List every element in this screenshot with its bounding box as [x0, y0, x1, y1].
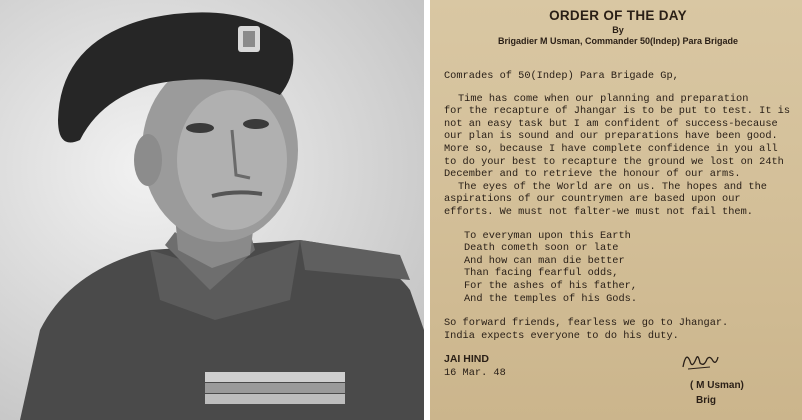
body-line: More so, because I have complete confidence in you all	[444, 142, 778, 155]
closing-line: So forward friends, fearless we go to Jhangar.	[444, 317, 729, 330]
body-line: efforts. We must not falter-we must not fail them.	[444, 205, 753, 218]
poem-line: Death cometh soon or late	[464, 242, 619, 255]
poem-line: To everyman upon this Earth	[464, 229, 631, 242]
signature-block	[444, 353, 792, 413]
order-document	[430, 0, 802, 420]
doc-by-line: By	[612, 25, 624, 35]
poem-line: For the ashes of his father,	[464, 279, 638, 292]
doc-author: Brigadier M Usman, Commander 50(Indep) Para Brigade	[497, 36, 739, 46]
order-date: 16 Mar. 48	[444, 367, 506, 380]
poem-line: And how can man die better	[464, 254, 625, 267]
body-line: not an easy task but I am confident of success-because	[444, 117, 778, 130]
poem	[444, 230, 792, 306]
closing	[444, 317, 792, 342]
body-line: for the recapture of Jhangar is to be put to test. It is	[444, 105, 791, 118]
body-line: The eyes of the World are on us. The hopes and the	[458, 180, 767, 193]
signature-name: ( M Usman)	[690, 380, 744, 392]
body-line: aspirations of our countrymen are based upon our	[444, 193, 741, 206]
body-line: to do your best to recapture the ground we lost on 24th	[444, 155, 784, 168]
handwritten-signature-icon	[680, 347, 720, 377]
salutation: Comrades of 50(Indep) Para Brigade Gp,	[444, 70, 679, 82]
signature-rank: Brig	[696, 395, 716, 407]
closing-line: India expects everyone to do his duty.	[444, 329, 679, 342]
body-line: December and to retrieve the honour of our arms.	[444, 168, 741, 181]
poem-line: Than facing fearful odds,	[464, 267, 619, 280]
jai-hind: JAI HIND	[444, 353, 489, 366]
body-paragraph	[444, 93, 792, 219]
poem-line: And the temples of his Gods.	[464, 292, 638, 305]
body-line: Time has come when our planning and preparation	[458, 92, 749, 105]
body-line: our plan is sound and our preparations have been good.	[444, 130, 778, 143]
doc-title: ORDER OF THE DAY	[549, 8, 687, 23]
